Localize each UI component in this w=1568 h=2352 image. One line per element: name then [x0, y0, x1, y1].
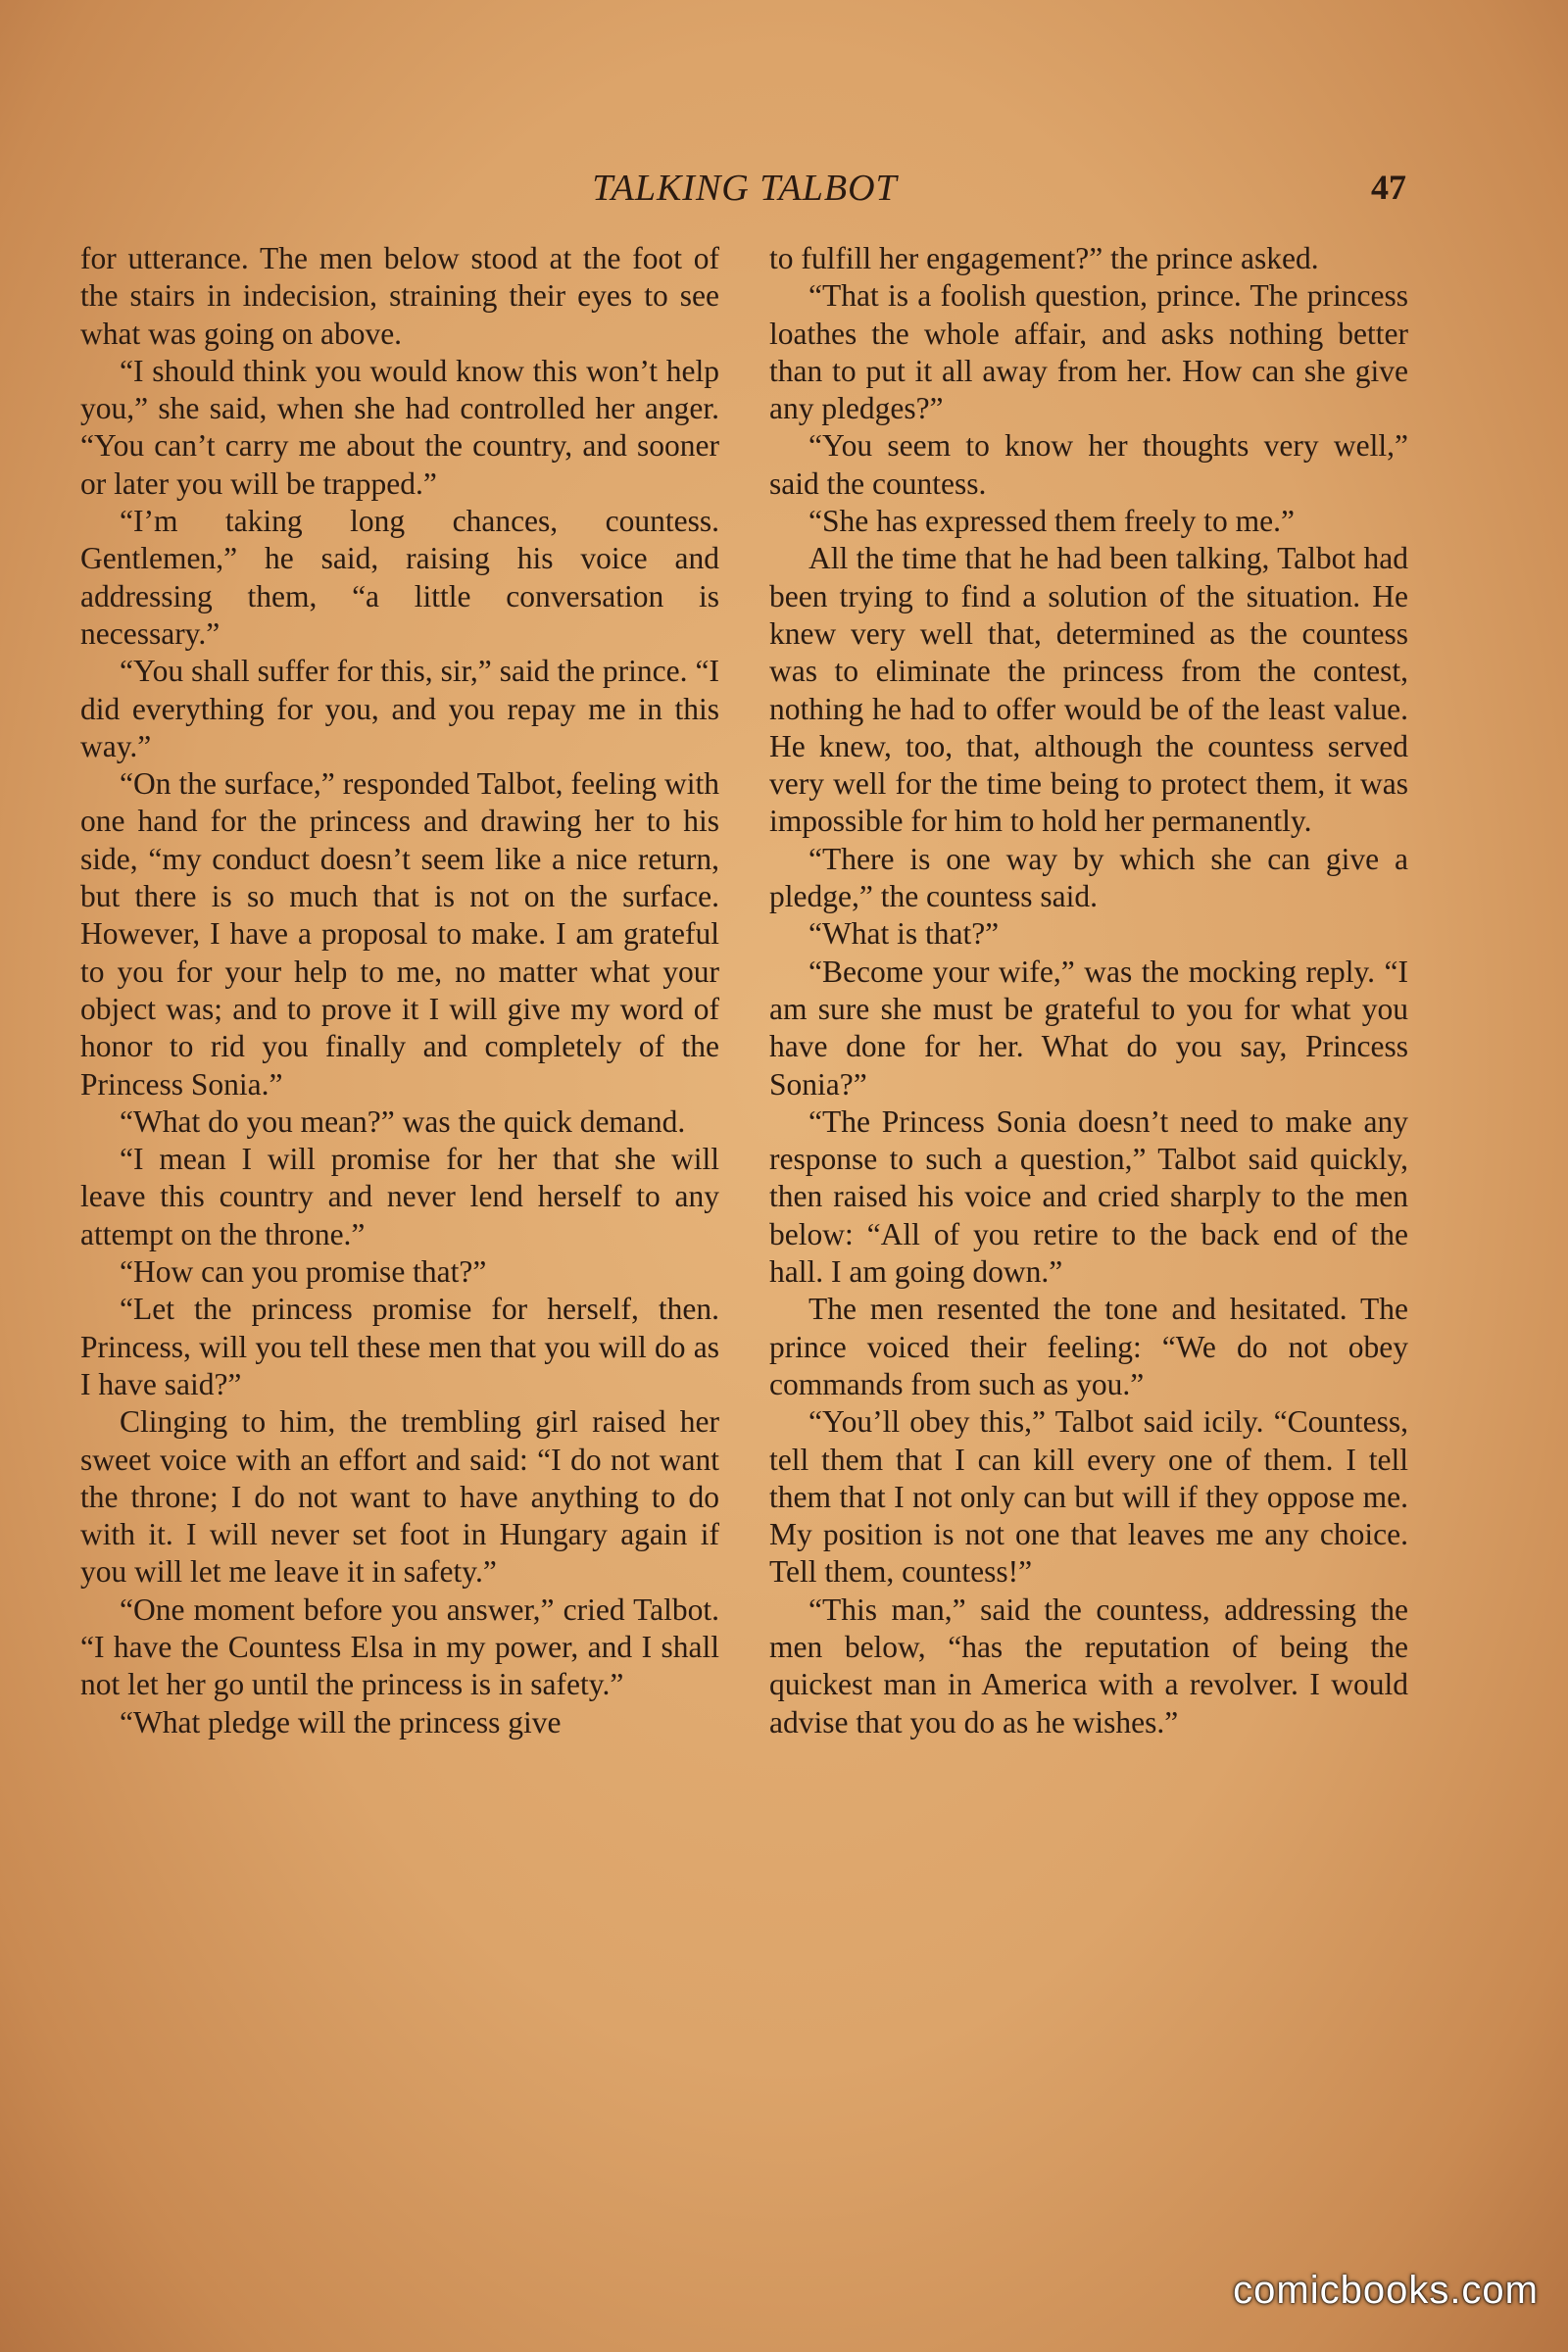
paragraph: “What do you mean?” was the quick demand.: [120, 1103, 686, 1139]
paragraph: “That is a foolish question, prince. The princess loathes the whole affair, and asks nothing better than to put it all away from her. How can she give any pledges?”: [769, 278, 1408, 426]
paragraph: “Become your wife,” was the mocking reply. “I am sure she must be grateful to you for what you have done for her. What do you say, Princess Sonia?”: [769, 954, 1408, 1102]
page-number: 47: [1371, 168, 1406, 207]
paragraph: “You’ll obey this,” Talbot said icily. “Countess, tell them that I can kill every one of them. I tell them that I not only can but will if they oppose me. My position is not one that leaves me any choice. Tell them, countess!”: [769, 1404, 1408, 1590]
paragraph: All the time that he had been talking, Talbot had been trying to find a solution of the situation. He knew very well that, determined as the countess was to eliminate the princess from the contest, nothing he had to offer would be of the least value. He knew, too, that, although the countess served very well for the time being to protect them, it was impossible for him to hold her permanently.: [769, 541, 1408, 839]
paragraph: “How can you promise that?”: [120, 1254, 487, 1290]
paragraph: “Let the princess promise for herself, then. Princess, will you tell these men that you will do as I have said?”: [80, 1292, 719, 1401]
right-column: [769, 240, 1408, 2122]
paragraph: “She has expressed them freely to me.”: [808, 504, 1295, 539]
paragraph: to fulfill her engagement?” the prince asked.: [769, 241, 1319, 275]
page-header: [83, 167, 1406, 216]
paragraph: “This man,” said the countess, addressing the men below, “has the reputation of being the quickest man in America with a revolver. I would advise that you do as he wishes.”: [769, 1592, 1408, 1740]
text-columns: [80, 240, 1408, 2122]
paragraph: for utterance. The men below stood at the foot of the stairs in indecision, straining their eyes to see what was going on above.: [80, 241, 719, 351]
paragraph: “What pledge will the princess give: [120, 1704, 562, 1740]
paragraph: “I mean I will promise for her that she will leave this country and never lend herself to any attempt on the throne.”: [80, 1142, 719, 1251]
paragraph: “There is one way by which she can give a pledge,” the countess said.: [769, 841, 1408, 914]
paragraph: “You shall suffer for this, sir,” said the prince. “I did everything for you, and you repay me in this way.”: [80, 654, 719, 763]
paragraph: “I’m taking long chances, countess. Gentlemen,” he said, raising his voice and addressing them, “a little conversation is necessary.”: [80, 504, 719, 651]
paragraph: “One moment before you answer,” cried Talbot. “I have the Countess Elsa in my power, and I shall not let her go until the princess is in safety.”: [80, 1592, 719, 1702]
left-column: [80, 240, 719, 2122]
paragraph: “I should think you would know this won’t help you,” she said, when she had controlled her anger. “You can’t carry me about the country, and sooner or later you will be trapped.”: [80, 353, 719, 501]
paragraph: “The Princess Sonia doesn’t need to make any response to such a question,” Talbot said quickly, then raised his voice and cried sharply to the men below: “All of you retire to the back end of the hall. I am going down.”: [769, 1103, 1408, 1290]
paragraph: “On the surface,” responded Talbot, feeling with one hand for the princess and drawing her to his side, “my conduct doesn’t seem like a nice return, but there is so much that is not on the surface. However, I have a proposal to make. I am grateful to you for your help to me, no matter what your object was; and to prove it I will give my word of honor to rid you finally and completely of the Princess Sonia.”: [80, 766, 719, 1102]
paragraph: “What is that?”: [808, 916, 1000, 952]
paragraph: The men resented the tone and hesitated. The prince voiced their feeling: “We do not obey commands from such as you.”: [769, 1292, 1408, 1401]
running-title: TALKING TALBOT: [592, 168, 898, 209]
paragraph: “You seem to know her thoughts very well,” said the countess.: [769, 428, 1408, 501]
watermark-logo: comicbooks.com: [1233, 2269, 1539, 2312]
paragraph: Clinging to him, the trembling girl raised her sweet voice with an effort and said: “I do not want the throne; I do not want to have anything to do with it. I will never set foot in Hungary again if you will let me leave it in safety.”: [80, 1404, 719, 1590]
